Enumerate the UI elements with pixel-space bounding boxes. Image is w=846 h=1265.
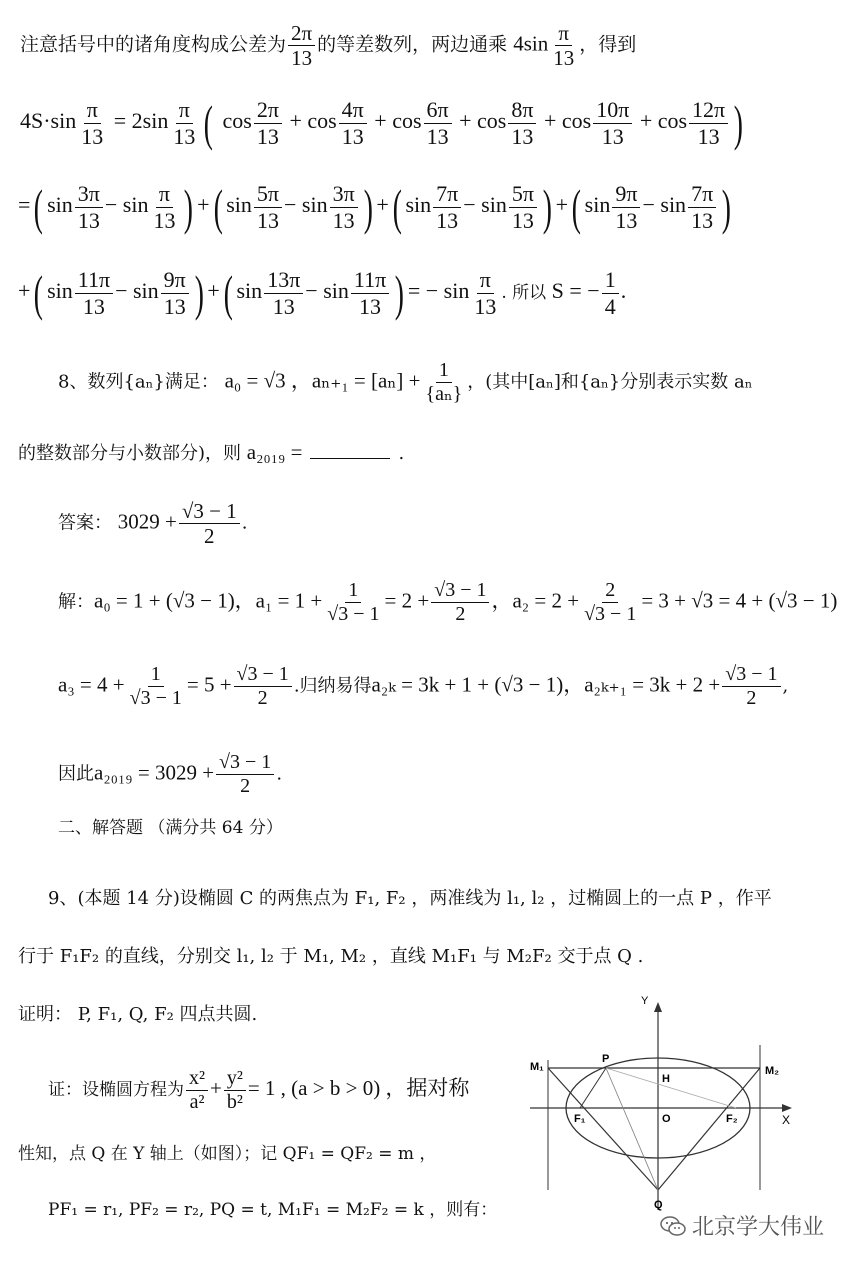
eq2-g2b: 3π (330, 182, 358, 207)
eq2-g3-fa (433, 182, 461, 231)
eq2-g4-fb (688, 182, 716, 231)
q8-line-2 (18, 440, 404, 465)
solution-l2-f2d: 2 (257, 687, 268, 709)
solution-l1-f3 (581, 580, 639, 625)
eq1-f3-den: 13 (426, 123, 449, 149)
eq3-g5b-den: 13 (163, 293, 186, 319)
equation-2: =( sin $\frac{3\pi}{13}$ − sin $\frac{\pi}{13}$ ) +( sin $\frac{5\pi}{13}$ − sin $\frac{3\pi}{13}$ ) +( sin $\frac{7\pi}{13}$ − sin $\frac{5\pi}{13}$ ) +( sin $\frac{9\pi}{13}$ − sin $\frac{7\pi}{13}$ ) (18, 179, 732, 235)
q9-l4-f1n: x² (186, 1068, 208, 1091)
eq3-plus: + (18, 278, 31, 304)
answer-end: . (241, 512, 248, 534)
q8-frac-num: 1 (436, 360, 452, 383)
q9-l4-f2d: b² (226, 1091, 243, 1113)
eq2-g3-lparen: ( (392, 179, 402, 235)
eq2-g1-fa (75, 182, 103, 231)
equation-1 (20, 95, 747, 151)
intro-mult-den: 13 (553, 46, 575, 71)
eq2-g1a: 3π (75, 182, 103, 207)
eq3-g5-fa (75, 268, 113, 317)
solution-l2-a: a₃ = 4 + (58, 672, 125, 697)
solution-line-3 (58, 752, 282, 797)
q9-l4-f1d: a² (189, 1091, 205, 1113)
q8-line1-a: 8、数列{aₙ}满足： (58, 371, 219, 393)
solution-l1-f1n: 1 (345, 580, 361, 603)
eq2-g4a-den: 13 (615, 207, 638, 233)
q9-l4-plus: + (210, 1076, 222, 1100)
watermark-text: 北京学大伟业 (692, 1215, 825, 1240)
label-m2: M₂ (765, 1065, 780, 1077)
intro-frac (288, 22, 315, 69)
q9-line-4 (48, 1068, 469, 1113)
eq1-f5 (593, 98, 632, 147)
intro-frac-num: 2π (288, 22, 315, 46)
eq3-g6-lparen: ( (223, 265, 233, 321)
eq3-s-eq: S = − (551, 278, 600, 304)
label-p: P (602, 1053, 610, 1065)
solution-l2-f3 (722, 664, 780, 709)
line-m2-q (658, 1068, 760, 1190)
solution-l3-fd: 2 (240, 775, 251, 797)
q9-line-2: 行于 F₁F₂ 的直线，分别交 l₁, l₂ 于 M₁, M₂ ，直线 M₁F₁ 与 M₂F₂ 交于点 Q . (18, 946, 644, 967)
eq2-g2-minus: − sin (284, 192, 328, 218)
eq1-t1: cos (222, 108, 252, 134)
eq2-g1b-den: 13 (153, 207, 176, 233)
eq1-eq: = 2sin (113, 108, 169, 134)
label-h: H (662, 1073, 670, 1085)
q8-line-1 (58, 360, 753, 405)
eq2-g4-minus: − sin (642, 192, 687, 218)
eq2-g3b-den: 13 (511, 207, 534, 233)
solution-l1-d: = 3 + √3 = 4 + (√3 − 1) (641, 588, 838, 613)
q9-line-6: PF₁ = r₁, PF₂ = r₂, PQ = t, M₁F₁ = M₂F₂ = k ，则有： (48, 1200, 498, 1220)
eq2-g2-lparen: ( (213, 179, 223, 235)
eq3-g6-minus: − sin (305, 278, 349, 304)
eq1-f3 (424, 98, 452, 147)
eq1-f5-den: 13 (601, 123, 624, 149)
eq1-f4-den: 13 (511, 123, 534, 149)
eq1-f4-num: 8π (508, 98, 536, 123)
eq1-f6-num: 12π (689, 98, 728, 123)
eq2-g1-fb (150, 182, 178, 231)
equation-3: +( sin $\frac{11\pi}{13}$ − sin $\frac{9\pi}{13}$ ) +( sin $\frac{13\pi}{13}$ − sin $\frac{11\pi}{13}$ ) = − sin $\frac{\pi}{13}$ . 所以 S = − $\frac{1}{4}$ . (18, 265, 627, 321)
eq2-g3-rparen: ) (542, 179, 552, 235)
eq3-g6b-den: 13 (359, 293, 382, 319)
wechat-icon (660, 1215, 686, 1237)
solution-l3-a: 因此 (58, 763, 94, 785)
q9-line-5: 性知，点 Q 在 Y 轴上（如图）；记 QF₁ = QF₂ = m ， (18, 1144, 437, 1164)
solution-l1-f2 (431, 580, 489, 625)
eq1-f3-num: 6π (424, 98, 452, 123)
eq1-t4: + cos (459, 108, 507, 134)
line-p-f1 (580, 1068, 606, 1108)
eq1-f1 (254, 98, 282, 147)
watermark (660, 1210, 824, 1241)
answer-line (58, 500, 247, 547)
q8-line2-b: a₂₀₁₉ = (246, 440, 303, 464)
eq3-tail-frac (471, 268, 499, 317)
solution-l2-f3n: √3 − 1 (722, 664, 780, 687)
solution-l1-f1 (324, 580, 382, 625)
label-y: Y (641, 995, 649, 1007)
eq2-g2-fa (254, 182, 282, 231)
solution-l1-f3n: 2 (602, 580, 618, 603)
solution-l2-c: .归纳易得 (293, 675, 372, 697)
q8-line1-b: a₀ = √3 ，aₙ₊₁ = [aₙ] + (224, 368, 421, 393)
solution-l3-fn: √3 − 1 (216, 752, 274, 775)
solution-l1-f1d: √3 − 1 (327, 603, 380, 625)
eq3-tail-den: 13 (474, 293, 497, 319)
eq3-g6a-den: 13 (272, 293, 295, 319)
eq2-g1-rparen: ) (184, 179, 194, 235)
answer-frac (179, 500, 240, 547)
section-title: 二、解答题 （满分共 64 分） (58, 818, 283, 838)
eq3-g6b: 11π (351, 268, 389, 293)
solution-label: 解： (58, 591, 94, 613)
eq3-g6-fa (264, 268, 303, 317)
solution-l2-f1n: 1 (148, 664, 164, 687)
answer-num: √3 − 1 (179, 500, 240, 524)
q8-answer-blank[interactable] (310, 458, 390, 459)
eq3-g6-rparen: ) (394, 265, 405, 321)
solution-l1-f3d: √3 − 1 (584, 603, 637, 625)
answer-label: 答案： (58, 512, 112, 534)
intro-mult: 4sin (513, 31, 549, 56)
eq1-t2: + cos (289, 108, 337, 134)
eq1-f4 (508, 98, 536, 147)
eq2-g2b-den: 13 (332, 207, 355, 233)
eq3-g6-sin: sin (236, 278, 263, 304)
eq3-tail: = − sin (407, 278, 470, 304)
q9-l4-a: 证：设椭圆方程为 (48, 1080, 184, 1100)
eq2-g3b: 5π (509, 182, 537, 207)
eq1-lhs: 4S·sin (20, 108, 77, 134)
eq1-pi-num: π (176, 98, 193, 123)
eq2-g2-sin: sin (226, 192, 252, 218)
eq2-g4b: 7π (688, 182, 716, 207)
eq2-g3-sin: sin (405, 192, 432, 218)
eq3-g5-rparen: ) (194, 265, 204, 321)
solution-l3-frac (216, 752, 274, 797)
answer-value: 3029 + (117, 509, 177, 534)
solution-l2-f1 (127, 664, 185, 709)
eq3-s-frac (602, 268, 619, 317)
q8-line1-c: ，(其中[aₙ]和{aₙ}分别表示实数 aₙ (467, 371, 753, 393)
solution-l3-c: . (276, 763, 283, 785)
eq1-f2 (339, 98, 367, 147)
eq2-g3a: 7π (433, 182, 461, 207)
label-m1: M₁ (530, 1061, 544, 1073)
eq2-g1a-den: 13 (77, 207, 100, 233)
eq1-f2-num: 4π (339, 98, 367, 123)
answer-den: 2 (204, 524, 215, 549)
solution-l2-e: , (782, 675, 789, 697)
ellipse-figure (520, 990, 810, 1220)
q9-line-1: 9、(本题 14 分)设椭圆 C 的两焦点为 F₁, F₂ ，两准线为 l₁, l₂ ，过椭圆上的一点 P ，作平 (48, 888, 772, 909)
solution-l2-f1d: √3 − 1 (129, 687, 182, 709)
line-p-f2 (606, 1068, 736, 1108)
eq2-g1b: π (156, 182, 173, 207)
q9-line-3: 证明： P, F₁, Q, F₂ 四点共圆. (18, 1004, 258, 1025)
eq2-g4a: 9π (612, 182, 640, 207)
eq1-f6-den: 13 (697, 123, 720, 149)
eq2-g3a-den: 13 (436, 207, 459, 233)
eq1-pi-frac (170, 98, 198, 147)
eq2-g4-rparen: ) (721, 179, 732, 235)
eq1-f2-den: 13 (341, 123, 364, 149)
eq3-g5a: 11π (75, 268, 113, 293)
eq2-g4-fa (612, 182, 640, 231)
eq2-equals: = (18, 192, 31, 218)
eq1-f1-den: 13 (256, 123, 279, 149)
solution-l1-a: a₀ = 1 + (√3 − 1)，a₁ = 1 + (94, 588, 323, 613)
eq1-t3: + cos (374, 108, 422, 134)
label-f1: F₁ (574, 1113, 586, 1125)
eq2-g1-lparen: ( (34, 179, 44, 235)
intro-frac-den: 13 (291, 46, 313, 71)
q9-l4-f2n: y² (224, 1068, 246, 1091)
intro-suffix: ，得到 (579, 33, 637, 56)
solution-l1-f2n: √3 − 1 (431, 580, 489, 603)
eq1-lhs-frac (78, 98, 106, 147)
q8-frac (423, 360, 466, 405)
eq2-g4b-den: 13 (691, 207, 714, 233)
intro-middle: 的等差数列，两边通乘 (317, 33, 508, 56)
eq3-g5-minus: − sin (115, 278, 159, 304)
eq3-end: . (620, 278, 627, 304)
eq3-conclusion: . 所以 (501, 283, 547, 304)
eq3-g5-lparen: ( (34, 265, 44, 321)
eq2-g4-sin: sin (584, 192, 611, 218)
eq2-g1-minus: − sin (104, 192, 149, 218)
eq1-f5-num: 10π (593, 98, 632, 123)
eq1-lhs-den: 13 (81, 123, 104, 149)
eq3-s-den: 4 (604, 293, 616, 319)
solution-l2-f2n: √3 − 1 (234, 664, 292, 687)
eq3-s-num: 1 (602, 268, 619, 293)
eq1-lparen: ( (204, 95, 214, 151)
eq1-lhs-num: π (84, 98, 101, 123)
x-axis-arrow (782, 1104, 792, 1112)
eq1-f1-num: 2π (254, 98, 282, 123)
eq3-g6-fb (351, 268, 389, 317)
eq3-g5-fb (161, 268, 189, 317)
eq2-g4-lparen: ( (571, 179, 581, 235)
y-axis-arrow (654, 1002, 662, 1012)
eq2-g3-fb (509, 182, 537, 231)
eq3-g5-sin: sin (47, 278, 73, 304)
solution-l1-c: ，a₂ = 2 + (491, 588, 580, 613)
eq3-g5b: 9π (161, 268, 189, 293)
solution-l3-b: a₂₀₁₉ = 3029 + (94, 760, 215, 785)
eq2-g2a-den: 13 (256, 207, 279, 233)
eq1-t6: + cos (639, 108, 688, 134)
solution-l2-f3d: 2 (746, 687, 757, 709)
q9-l4-f2 (224, 1068, 246, 1113)
eq1-rparen: ) (733, 95, 744, 151)
eq2-g2-rparen: ) (363, 179, 373, 235)
eq2-g2-fb (330, 182, 358, 231)
eq3-g5a-den: 13 (82, 293, 105, 319)
solution-l1-b: = 2 + (384, 588, 430, 613)
solution-l2-d: a₂ₖ = 3k + 1 + (√3 − 1)，a₂ₖ₊₁ = 3k + 2 + (371, 672, 721, 697)
solution-l2-f2 (234, 664, 292, 709)
eq1-f6 (689, 98, 728, 147)
line-p-q (606, 1068, 658, 1190)
q8-line2-a: 的整数部分与小数部分)，则 (18, 443, 242, 464)
intro-mult-num: π (555, 22, 572, 46)
q8-frac-den: {aₙ} (425, 383, 463, 405)
eq1-pi-den: 13 (173, 123, 196, 149)
intro-line (20, 22, 636, 69)
label-o: O (662, 1113, 671, 1125)
label-q: Q (654, 1199, 663, 1211)
q9-l4-b: = 1 , (a > b > 0) ，据对称 (247, 1076, 470, 1100)
eq3-g6a: 13π (264, 268, 303, 293)
eq2-g2a: 5π (254, 182, 282, 207)
eq1-t5: + cos (543, 108, 592, 134)
label-x: X (782, 1113, 791, 1127)
intro-mult-frac (550, 22, 577, 69)
line-m1-q (548, 1068, 658, 1190)
eq3-tail-num: π (477, 268, 494, 293)
solution-l2-b: = 5 + (186, 672, 232, 697)
q9-l4-f1 (186, 1068, 208, 1113)
q8-line2-c: . (398, 443, 405, 464)
label-f2: F₂ (726, 1113, 738, 1125)
solution-line-2 (58, 664, 788, 709)
eq2-g3-minus: − sin (463, 192, 507, 218)
intro-prefix: 注意括号中的诸角度构成公差为 (20, 33, 287, 56)
eq2-g1-sin: sin (47, 192, 73, 218)
solution-l1-f2d: 2 (455, 603, 466, 625)
solution-line-1 (58, 580, 837, 625)
